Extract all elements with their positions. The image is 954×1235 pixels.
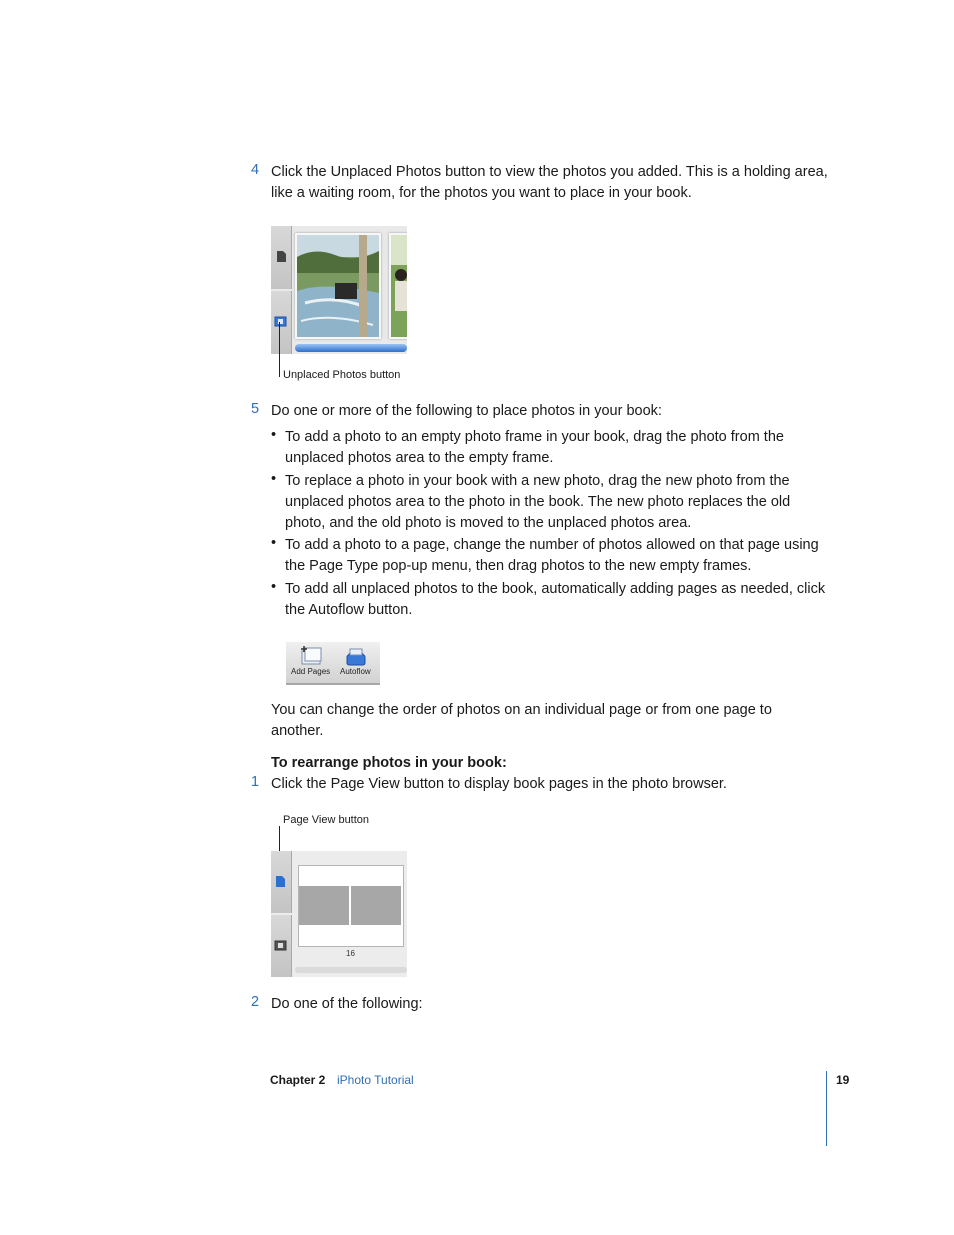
bullet-line: photo, and the old photo is moved to the unplaced photos area. — [285, 515, 692, 531]
note-line: You can change the order of photos on an individual page or from one page to — [271, 702, 772, 718]
task-heading: To rearrange photos in your book: — [271, 755, 507, 771]
bullet-line: the Page Type pop-up menu, then drag photos to the new empty frames. — [285, 558, 752, 574]
bullet-line: To add a photo to an empty photo frame in your book, drag the photo from the — [285, 429, 784, 445]
add-pages-button-label: Add Pages — [291, 667, 331, 676]
bullet-symbol: • — [271, 535, 277, 551]
page-view-tab — [271, 851, 292, 913]
bullet-symbol: • — [271, 471, 277, 487]
step-number: 2 — [251, 994, 260, 1010]
scroll-indicator — [295, 967, 407, 973]
footer-chapter: Chapter 2 — [270, 1073, 326, 1087]
note-line: another. — [271, 723, 324, 739]
bullet-item — [285, 471, 790, 534]
bullet-symbol: • — [271, 427, 277, 443]
step-5-text: Do one or more of the following to place photos in your book: — [271, 403, 662, 419]
toolbar-screenshot — [286, 642, 380, 685]
bullet-symbol: • — [271, 579, 277, 595]
step-1-text: Click the Page View button to display book pages in the photo browser. — [271, 776, 727, 792]
autoflow-button-label: Autoflow — [340, 667, 371, 676]
step-4-line-1: Click the Unplaced Photos button to view the photos you added. This is a holding area, — [271, 164, 828, 180]
note-paragraph — [271, 700, 772, 742]
river-photo — [295, 233, 381, 339]
unplaced-photos-screenshot — [271, 226, 407, 354]
page-view-screenshot — [271, 851, 407, 977]
photo-thumbnail — [295, 233, 381, 339]
figure-caption: Page View button — [283, 814, 370, 826]
step-number: 5 — [251, 401, 260, 417]
unplaced-photos-tab — [271, 291, 292, 354]
step-2-text: Do one of the following: — [271, 996, 423, 1012]
photo-frame-placeholder — [351, 886, 401, 925]
document-icon — [271, 226, 291, 289]
people-photo — [389, 233, 407, 339]
callout-line — [279, 322, 280, 377]
page-view-tab — [271, 226, 292, 289]
page-number-label: 16 — [346, 949, 355, 958]
step-4-text — [271, 162, 828, 204]
book-page-thumbnail — [298, 865, 404, 947]
bullet-line: unplaced photos area to the empty frame. — [285, 450, 554, 466]
bullet-item — [285, 579, 825, 621]
photo-frame-placeholder — [299, 886, 349, 925]
step-number: 4 — [251, 162, 260, 178]
bullet-line: To add a photo to a page, change the number of photos allowed on that page using — [285, 537, 819, 553]
bullet-item — [285, 535, 819, 577]
footer-chapter-title: iPhoto Tutorial — [337, 1073, 414, 1087]
bullet-line: the Autoflow button. — [285, 602, 413, 618]
bullet-line: To add all unplaced photos to the book, automatically adding pages as needed, click — [285, 581, 826, 597]
unplaced-photos-icon — [271, 291, 291, 354]
scroll-indicator — [295, 344, 407, 352]
unplaced-photos-tab — [271, 915, 292, 977]
figure-caption: Unplaced Photos button — [283, 369, 401, 381]
photo-thumbnail — [389, 233, 407, 339]
page-view-icon — [271, 851, 291, 913]
step-number: 1 — [251, 774, 260, 790]
bullet-line: unplaced photos area to the photo in the book. The new photo replaces the old — [285, 494, 791, 510]
bullet-item — [285, 427, 784, 469]
unplaced-photos-icon — [271, 915, 291, 977]
page-number: 19 — [836, 1073, 850, 1087]
step-4-line-2: like a waiting room, for the photos you want to place in your book. — [271, 185, 692, 201]
autoflow-icon — [344, 645, 368, 667]
footer-divider — [826, 1071, 827, 1146]
bullet-line: To replace a photo in your book with a new photo, drag the new photo from the — [285, 473, 790, 489]
add-pages-icon — [300, 646, 324, 666]
